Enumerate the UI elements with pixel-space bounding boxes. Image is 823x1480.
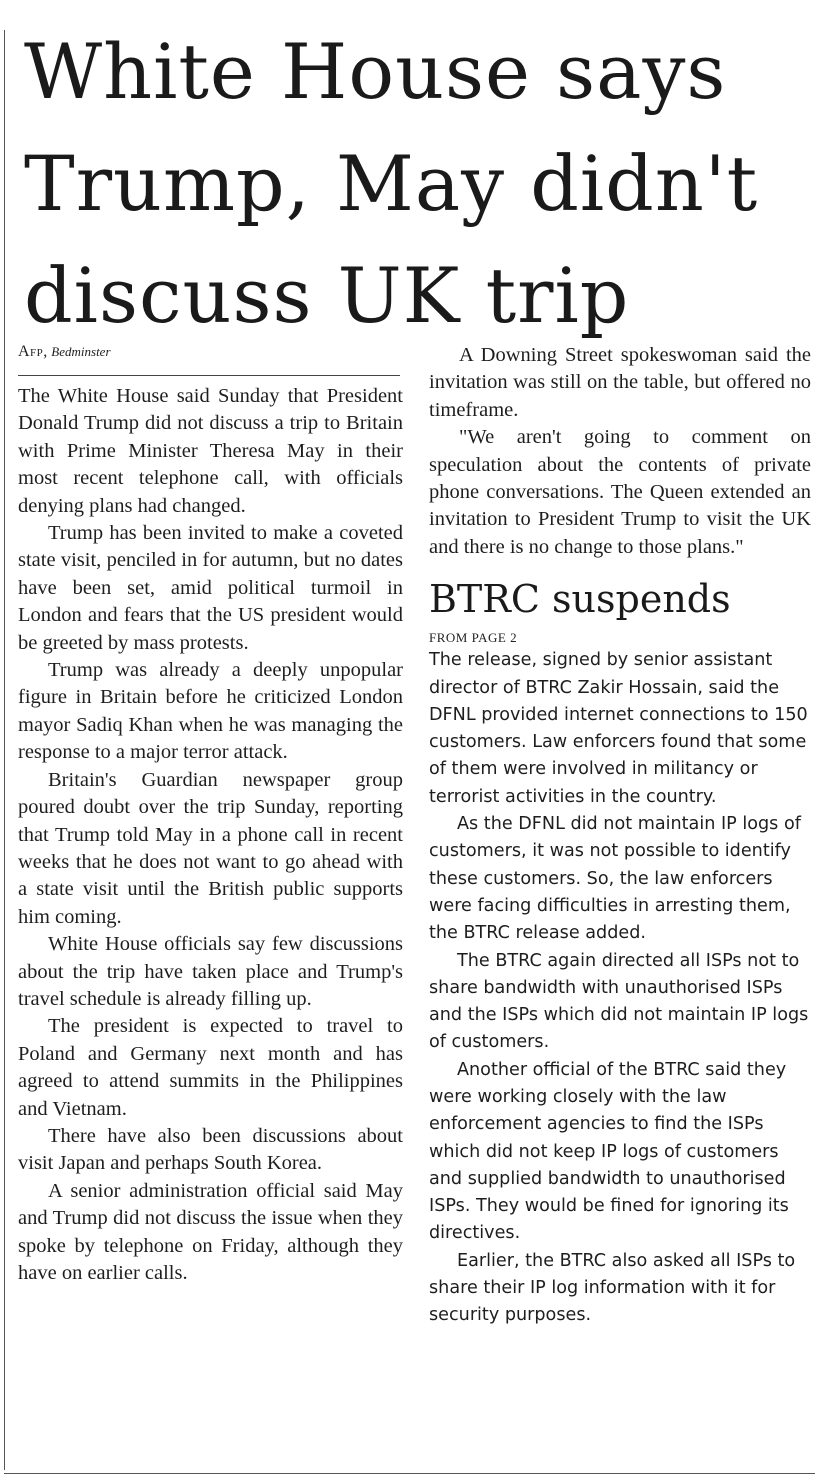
paragraph: Britain's Guardian newspaper group poured doubt over the trip Sunday, reporting that Trump told May in a phone call in recent weeks that he does not want to go ahead with a state visit until the British public supports him coming. <box>18 768 403 928</box>
main-story-body <box>18 383 403 1287</box>
paragraph: As the DFNL did not maintain IP logs of customers, it was not possible to identify these customers. So, the law enforcers were facing difficulties in arresting them, the BTRC release added. <box>429 814 801 944</box>
paragraph: Another official of the BTRC said they were working closely with the law enforcement agencies to find the ISPs which did not keep IP logs of customers and supplied bandwidth to unauthorised ISPs. They would be fined for ignoring its directives. <box>429 1059 789 1244</box>
byline <box>18 342 403 362</box>
byline-divider <box>18 375 400 376</box>
headline: White House says Trump, May didn't discuss UK trip <box>24 27 759 340</box>
second-story-body <box>429 647 811 1329</box>
paragraph: Trump was already a deeply unpopular figure in Britain before he criticized London mayor Sadiq Khan when he was managing the response to a major terror attack. <box>18 659 403 764</box>
byline-place: Bedminster <box>51 344 111 359</box>
paragraph: "We aren't going to comment on speculation about the contents of private phone conversations. The Queen extended an invitation to President Trump to visit the UK and there is no change to those plans." <box>429 426 811 558</box>
second-story-headline: BTRC suspends <box>429 577 731 622</box>
paragraph: The BTRC again directed all ISPs not to share bandwidth with unauthorised ISPs and the ISPs which did not maintain IP logs of customers. <box>429 950 809 1053</box>
paragraph: The release, signed by senior assistant director of BTRC Zakir Hossain, said the DFNL provided internet connections to 150 customers. Law enforcers found that some of them were involved in militancy or terrorist activities in the country. <box>429 650 808 807</box>
right-column <box>429 342 811 1330</box>
bottom-rule <box>4 1473 815 1474</box>
paragraph: A Downing Street spokeswoman said the invitation was still on the table, but offered no timeframe. <box>429 344 811 421</box>
jump-line: FROM PAGE 2 <box>429 630 518 646</box>
paragraph: Trump has been invited to make a coveted state visit, penciled in for autumn, but no dates have been set, amid political turmoil in London and fears that the US president would be greeted by mass protests. <box>18 522 403 654</box>
paragraph: There have also been discussions about visit Japan and perhaps South Korea. <box>18 1124 403 1175</box>
paragraph: The president is expected to travel to Poland and Germany next month and has agreed to attend summits in the Philippines and Vietnam. <box>18 1015 403 1120</box>
byline-agency: Afp, <box>18 343 48 360</box>
main-story-continued <box>429 342 811 561</box>
main-story-left-column <box>18 342 403 1287</box>
column-rule-left <box>4 30 5 1470</box>
paragraph: Earlier, the BTRC also asked all ISPs to share their IP log information with it for security purposes. <box>429 1250 796 1326</box>
paragraph: White House officials say few discussions about the trip have taken place and Trump's travel schedule is already filling up. <box>18 933 403 1010</box>
paragraph: A senior administration official said May and Trump did not discuss the issue when they spoke by telephone on Friday, although they have on earlier calls. <box>18 1179 403 1284</box>
paragraph: The White House said Sunday that President Donald Trump did not discuss a trip to Britain with Prime Minister Theresa May in their most recent telephone call, with officials denying plans had changed. <box>18 385 403 517</box>
